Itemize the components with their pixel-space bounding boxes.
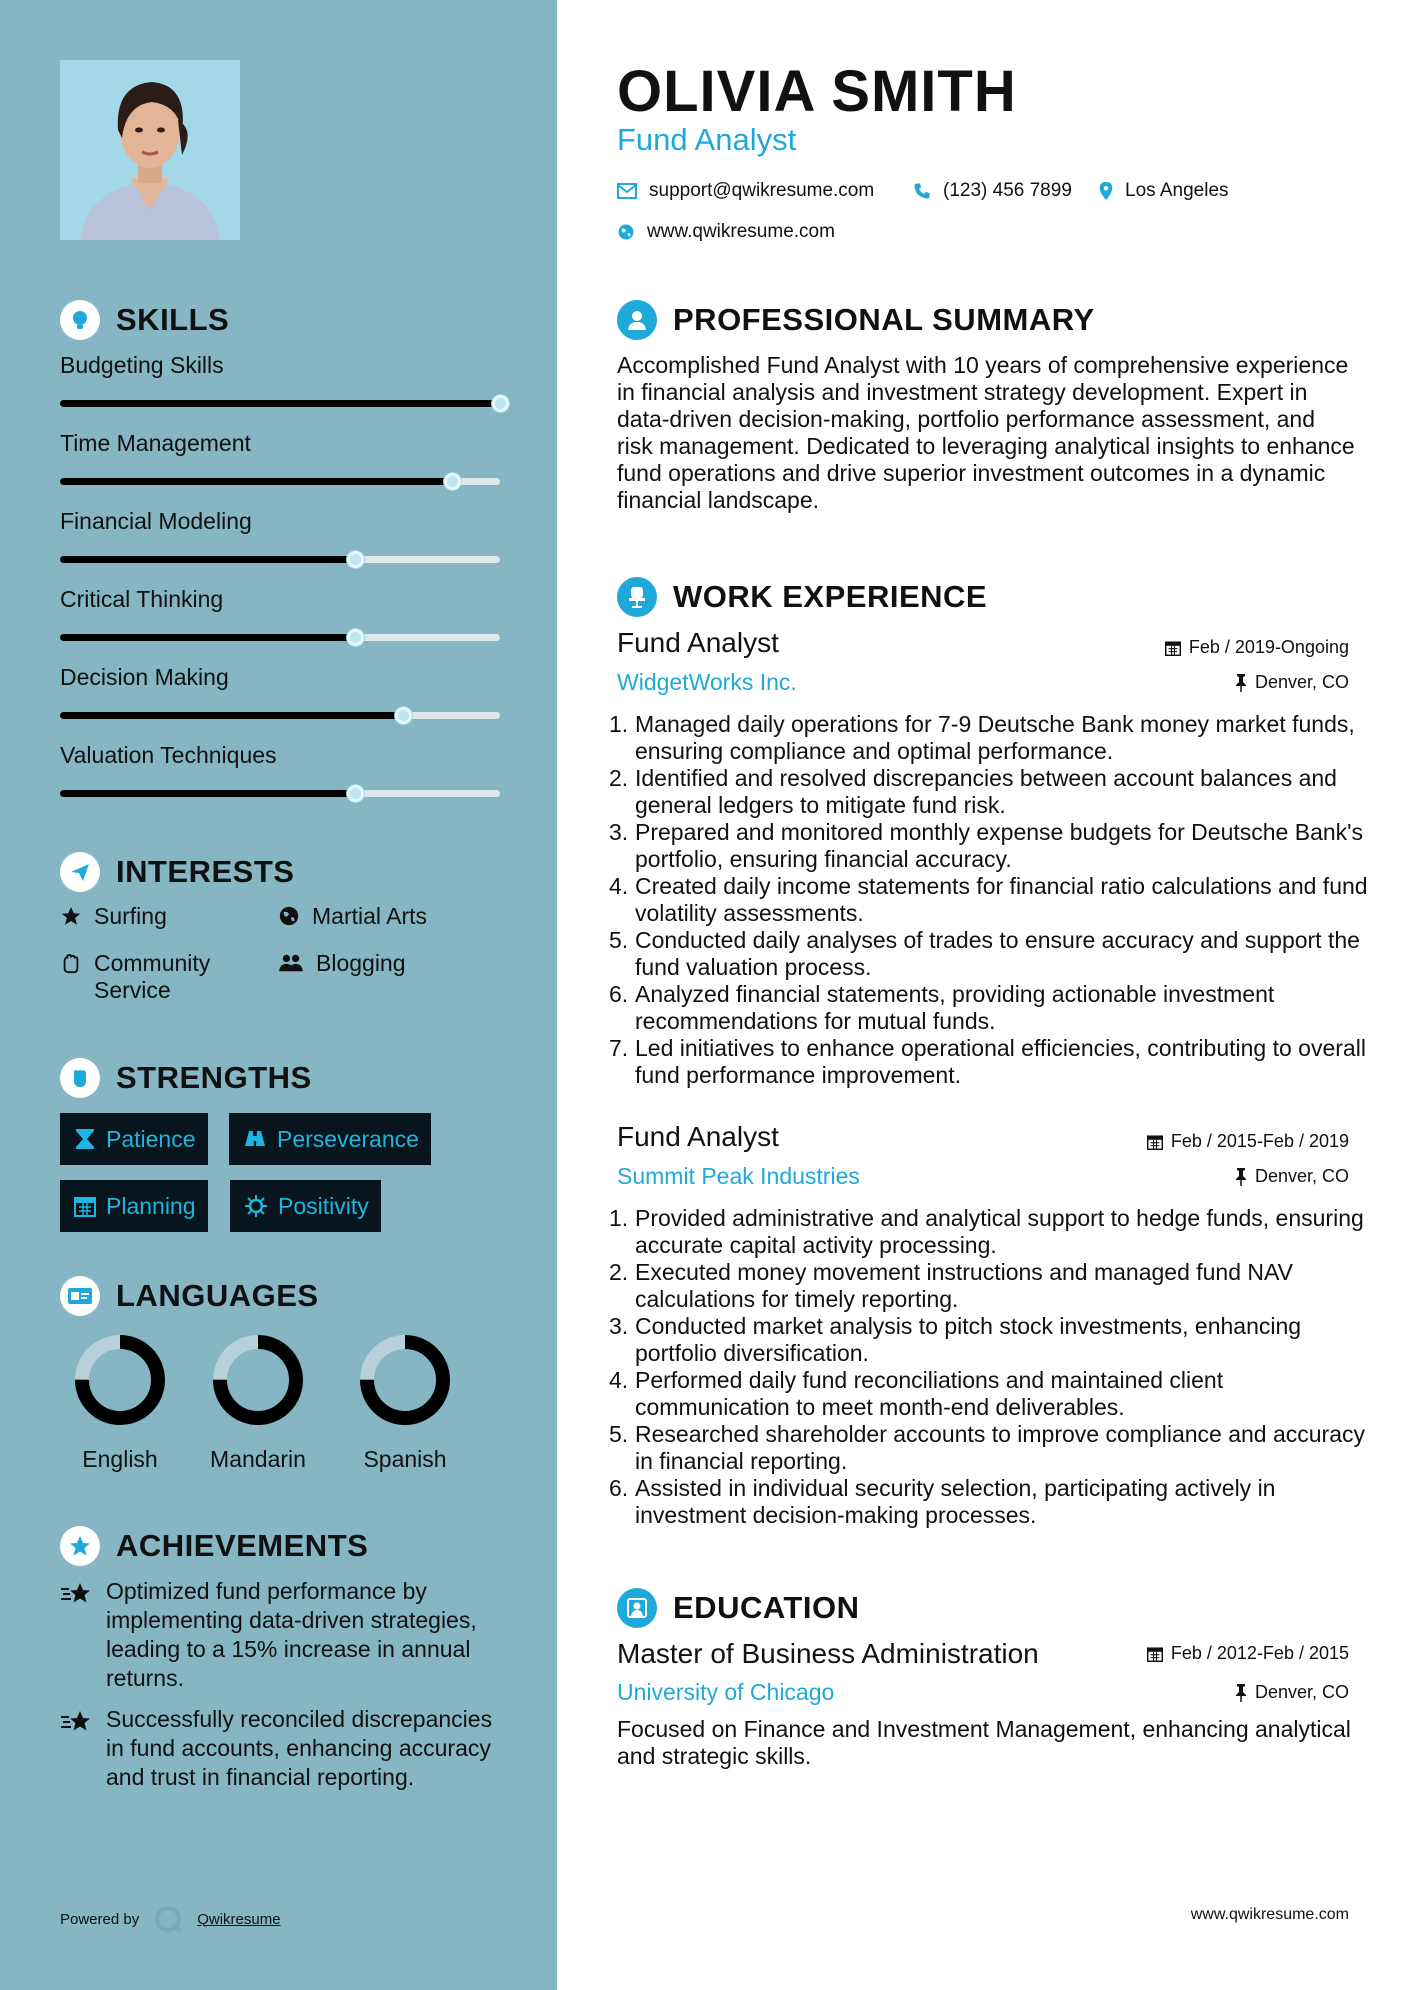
language-ring [357, 1332, 453, 1428]
map-pin-icon [1099, 182, 1113, 200]
job-location [1235, 1166, 1349, 1187]
skill-label: Financial Modeling [60, 508, 252, 534]
id-card-icon [60, 1276, 100, 1316]
contact-phone [913, 180, 1072, 202]
interests-heading [60, 852, 294, 892]
achievement-item [60, 1577, 500, 1693]
bullet-text: Researched shareholder accounts to improve compliance and accuracy in financial reporting. [635, 1421, 1366, 1474]
job-bullet [609, 873, 1369, 927]
bullet-text: Provided administrative and analytical support to hedge funds, ensuring accurate capital activity processing. [635, 1205, 1364, 1258]
job-location-text: Denver, CO [1254, 672, 1349, 692]
skill-bar [60, 478, 500, 485]
education-dates-text: Feb / 2012-Feb / 2015 [1170, 1643, 1349, 1663]
bullet-number: 3. [609, 1313, 629, 1339]
strengths-title: STRENGTHS [116, 1060, 312, 1095]
bullet-number: 1. [609, 1205, 629, 1231]
summary-text: Accomplished Fund Analyst with 10 years of comprehensive experience in financial analysis and investment strategy development. Expert in data-driven decision-making, portfolio performance assessment, and risk management. Dedicated to leveraging analytical insights to enhance fund operations and drive superior investment outcomes in a dynamic financial landscape. [617, 352, 1355, 513]
education-dates [1147, 1643, 1349, 1664]
skill-label: Valuation Techniques [60, 742, 277, 768]
skill-item [60, 352, 500, 379]
skill-item [60, 742, 500, 769]
envelope-icon [617, 183, 637, 199]
skill-bar [60, 634, 500, 641]
email-text[interactable]: support@qwikresume.com [649, 180, 875, 201]
shooting-star-icon [60, 1709, 94, 1735]
user-icon [617, 300, 657, 340]
bullet-number: 6. [609, 981, 629, 1007]
bullet-text: Conducted daily analyses of trades to ensure accuracy and support the fund valuation process. [635, 927, 1360, 980]
skills-title: SKILLS [116, 302, 230, 337]
job-bullet [609, 1035, 1369, 1089]
job-title: Fund Analyst [617, 627, 779, 658]
interest-label: Surfing [94, 903, 167, 929]
language-ring [72, 1332, 168, 1428]
interest-label: Blogging [316, 950, 406, 976]
school-name: University of Chicago [617, 1679, 835, 1705]
hourglass-icon [74, 1127, 96, 1151]
skill-bar-fill [60, 790, 355, 797]
globe-icon [278, 905, 300, 927]
sidebar [0, 0, 557, 1990]
education-title: EDUCATION [673, 1590, 860, 1625]
strength-label: Patience [106, 1125, 196, 1152]
profile-photo [60, 60, 240, 240]
language-label: Spanish [363, 1446, 447, 1472]
skill-bar [60, 400, 500, 407]
company-name: WidgetWorks Inc. [617, 669, 797, 695]
skill-label: Critical Thinking [60, 586, 224, 612]
strength-label: Positivity [278, 1192, 369, 1219]
bullet-number: 4. [609, 1367, 629, 1393]
bullet-number: 5. [609, 927, 629, 953]
bullet-text: Identified and resolved discrepancies between account balances and general ledgers to mitigate fund risk. [635, 765, 1337, 818]
candidate-name: OLIVIA SMITH [617, 59, 1017, 124]
person-portrait-icon [60, 60, 240, 240]
job-bullet [609, 1313, 1369, 1367]
skill-bar-knob [444, 473, 461, 490]
skill-bar [60, 556, 500, 563]
skill-bar-knob [347, 551, 364, 568]
bullet-number: 7. [609, 1035, 629, 1061]
bullet-number: 1. [609, 711, 629, 737]
language-label: English [82, 1446, 158, 1472]
bullet-text: Created daily income statements for financial ratio calculations and fund volatility assessments. [635, 873, 1368, 926]
job-bullet [609, 765, 1369, 819]
bullet-text: Managed daily operations for 7-9 Deutsche Bank money market funds, ensuring compliance and optimal performance. [635, 711, 1355, 764]
job-bullet [609, 981, 1369, 1035]
achievement-text: Optimized fund performance by implementing data-driven strategies, leading to a 15% increase in annual returns. [106, 1578, 477, 1691]
qwikresume-link[interactable]: Qwikresume [197, 1910, 281, 1928]
powered-by-label: Powered by [60, 1910, 140, 1928]
job-bullet [609, 1421, 1369, 1475]
job-bullet [609, 1475, 1369, 1529]
job-bullets [609, 1205, 1369, 1529]
fist-icon [60, 1058, 100, 1098]
experience-heading [617, 577, 987, 617]
achievement-item [60, 1705, 500, 1792]
sun-icon [244, 1194, 268, 1218]
languages-heading [60, 1276, 319, 1316]
job-bullet [609, 1367, 1369, 1421]
education-location [1235, 1682, 1349, 1703]
strength-tag [230, 1180, 381, 1232]
users-icon [278, 952, 304, 974]
achievements-title: ACHIEVEMENTS [116, 1528, 369, 1563]
interest-item [278, 950, 406, 977]
job-bullet [609, 819, 1369, 873]
bullet-number: 5. [609, 1421, 629, 1447]
star-badge-icon [60, 1526, 100, 1566]
job-bullet [609, 927, 1369, 981]
skill-bar-fill [60, 478, 452, 485]
globe-icon [617, 223, 635, 241]
website-link[interactable]: www.qwikresume.com [647, 221, 835, 242]
contact-website [617, 221, 835, 243]
interest-item [60, 903, 167, 930]
education-location-text: Denver, CO [1254, 1682, 1349, 1702]
job-bullet [609, 1205, 1369, 1259]
bullet-number: 6. [609, 1475, 629, 1501]
skill-bar-knob [492, 395, 509, 412]
bullet-number: 2. [609, 765, 629, 791]
paper-plane-icon [60, 852, 100, 892]
pushpin-icon [1235, 674, 1247, 692]
education-heading [617, 1588, 859, 1628]
summary-title: PROFESSIONAL SUMMARY [673, 302, 1095, 337]
interest-item [278, 903, 427, 930]
bullet-text: Analyzed financial statements, providing actionable investment recommendations for mutual funds. [635, 981, 1275, 1034]
bullet-number: 4. [609, 873, 629, 899]
calendar-icon [1147, 1646, 1163, 1662]
interest-item [60, 950, 250, 1004]
job-dates-text: Feb / 2019-Ongoing [1188, 637, 1349, 657]
language-ring [210, 1332, 306, 1428]
bullet-text: Led initiatives to enhance operational efficiencies, contributing to overall fund performance improvement. [635, 1035, 1366, 1088]
skill-label: Budgeting Skills [60, 352, 224, 378]
skill-bar-knob [347, 785, 364, 802]
skill-bar-fill [60, 556, 355, 563]
shooting-star-icon [60, 1581, 94, 1607]
strength-label: Perseverance [277, 1125, 419, 1152]
bullet-number: 3. [609, 819, 629, 845]
language-label: Mandarin [210, 1446, 306, 1472]
interest-label: Community Service [94, 950, 211, 1003]
strengths-heading [60, 1058, 312, 1098]
job-dates-text: Feb / 2015-Feb / 2019 [1170, 1131, 1349, 1151]
skills-heading [60, 300, 229, 340]
contact-email [617, 180, 874, 202]
bullet-text: Executed money movement instructions and managed fund NAV calculations for timely reporting. [635, 1259, 1293, 1312]
summary-heading [617, 300, 1095, 340]
job-bullet [609, 711, 1369, 765]
powered-by [60, 1904, 281, 1934]
bullet-number: 2. [609, 1259, 629, 1285]
achievements-heading [60, 1526, 368, 1566]
skill-bar [60, 712, 500, 719]
calendar-icon [1147, 1134, 1163, 1150]
job-bullet [609, 1259, 1369, 1313]
job-title: Fund Analyst [617, 1121, 779, 1152]
chair-icon [617, 577, 657, 617]
skill-bar-knob [347, 629, 364, 646]
skill-label: Time Management [60, 430, 251, 456]
experience-title: WORK EXPERIENCE [673, 579, 988, 614]
bullet-text: Prepared and monitored monthly expense budgets for Deutsche Bank's portfolio, ensuring financial accuracy. [635, 819, 1364, 872]
skill-bar-fill [60, 400, 500, 407]
strength-tag [60, 1113, 208, 1165]
bullet-text: Performed daily fund reconciliations and maintained client communication to meet month-end deliverables. [635, 1367, 1224, 1420]
strength-label: Planning [106, 1192, 196, 1219]
skill-label: Decision Making [60, 664, 229, 690]
job-bullets [609, 711, 1369, 1089]
skill-bar-knob [395, 707, 412, 724]
contact-location [1099, 180, 1229, 202]
pushpin-icon [1235, 1168, 1247, 1186]
graduate-icon [617, 1588, 657, 1628]
job-dates [1165, 637, 1349, 658]
footer-website-link[interactable]: www.qwikresume.com [1190, 1906, 1349, 1923]
languages-title: LANGUAGES [116, 1278, 319, 1313]
interest-label: Martial Arts [312, 903, 428, 929]
job-location [1235, 672, 1349, 693]
qwikresume-logo-icon [153, 1904, 183, 1934]
bullet-text: Assisted in individual security selection, participating actively in investment decision-making processes. [635, 1475, 1276, 1528]
candidate-role: Fund Analyst [617, 122, 797, 157]
skill-bar-fill [60, 634, 355, 641]
degree-title: Master of Business Administration [617, 1638, 1039, 1669]
phone-icon [913, 182, 931, 200]
skill-bar [60, 790, 500, 797]
skill-bar-fill [60, 712, 403, 719]
star-icon [60, 905, 82, 927]
pushpin-icon [1235, 1684, 1247, 1702]
company-name: Summit Peak Industries [617, 1163, 860, 1189]
phone-text: (123) 456 7899 [943, 180, 1072, 201]
education-description: Focused on Finance and Investment Management, enhancing analytical and strategic skills. [617, 1716, 1351, 1769]
bullet-text: Conducted market analysis to pitch stock investments, enhancing portfolio diversification. [635, 1313, 1302, 1366]
skill-item [60, 508, 500, 535]
calendar-icon [74, 1195, 96, 1217]
achievement-text: Successfully reconciled discrepancies in fund accounts, enhancing accuracy and trust in financial reporting. [106, 1706, 493, 1790]
skill-item [60, 586, 500, 613]
strength-tag [60, 1180, 208, 1232]
lightbulb-icon [60, 300, 100, 340]
job-dates [1147, 1131, 1349, 1152]
strength-tag [229, 1113, 431, 1165]
binoculars-icon [243, 1128, 267, 1150]
interests-title: INTERESTS [116, 854, 295, 889]
location-text: Los Angeles [1125, 180, 1229, 201]
hand-icon [60, 952, 82, 974]
calendar-icon [1165, 640, 1181, 656]
skill-item [60, 430, 500, 457]
skill-item [60, 664, 500, 691]
job-location-text: Denver, CO [1254, 1166, 1349, 1186]
